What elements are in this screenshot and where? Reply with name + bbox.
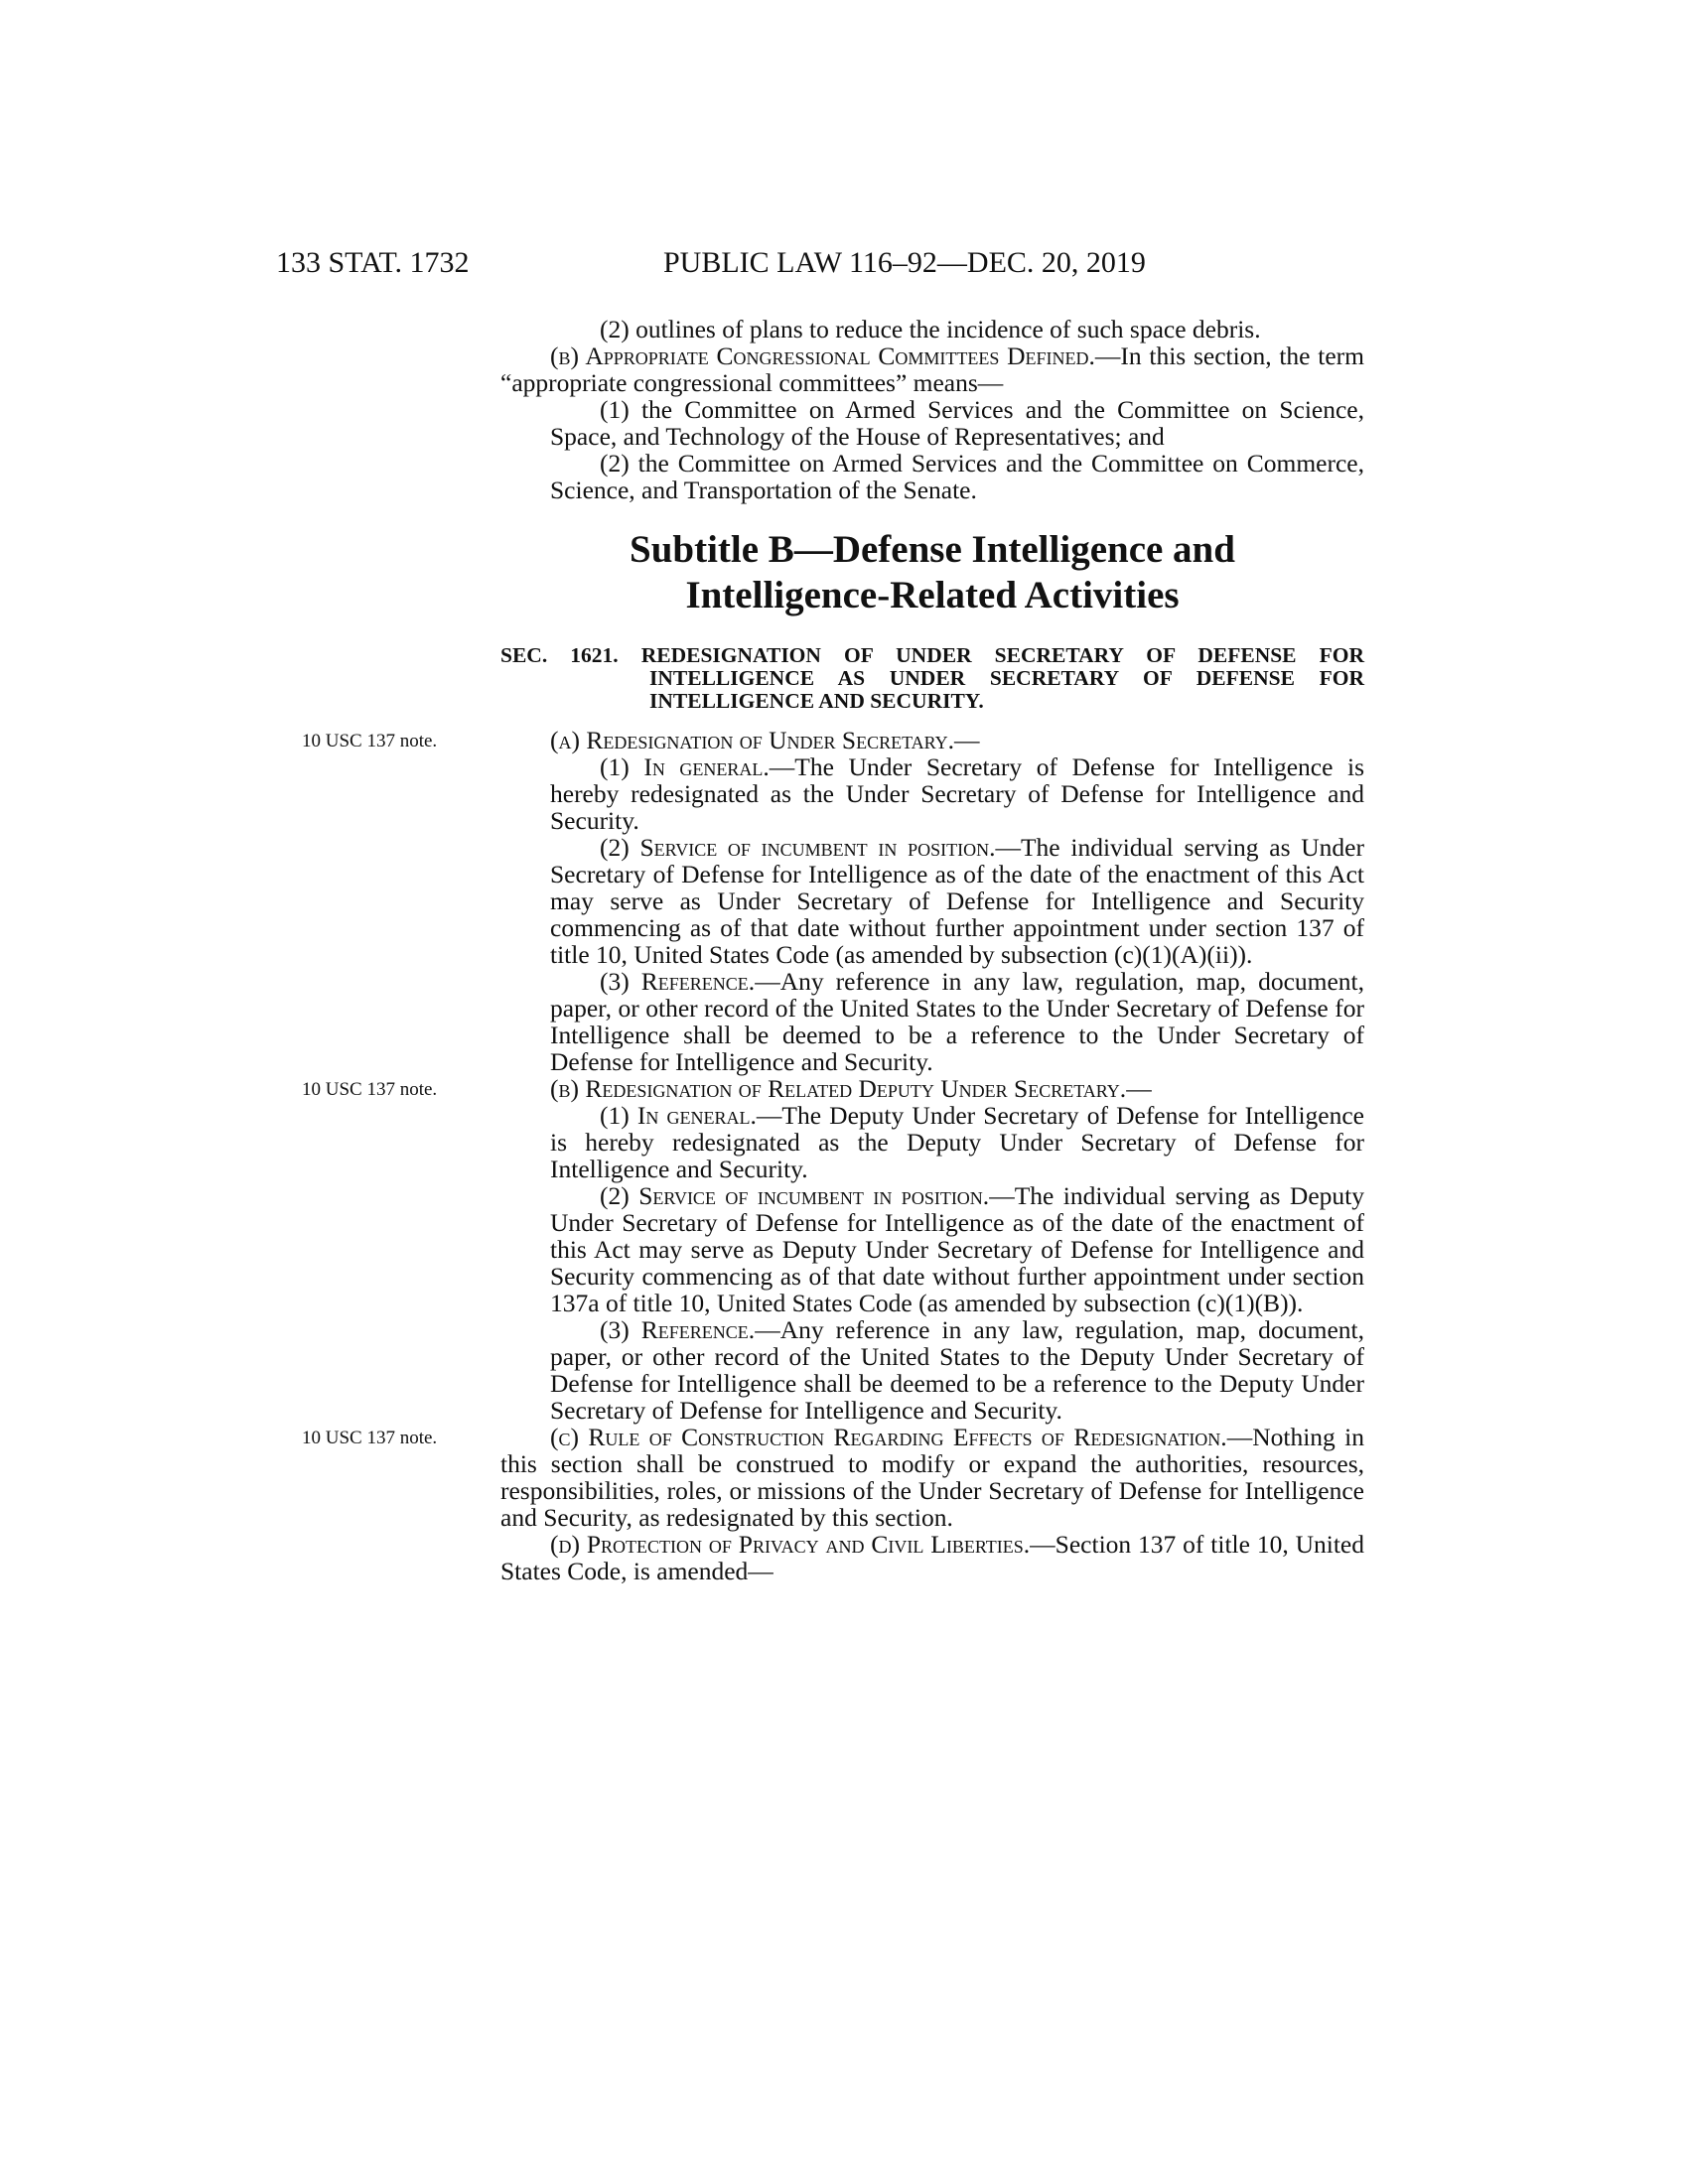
subsection-dash: — (1126, 1074, 1152, 1103)
subsection-heading: (a) Redesignation of Under Secretary. (550, 726, 955, 754)
paragraph-heading: (1) In general. (600, 752, 770, 781)
paragraph-b-definitions (500, 342, 1364, 396)
paragraph-b1 (500, 1102, 1364, 1182)
paragraph-text: —In this section, the term “appropriate congressional committees” means— (500, 341, 1364, 397)
subsection-b (302, 1074, 1364, 1103)
paragraph-text: —Any reference in any law, regulation, map, document, paper, or other record of the United States to the Under Secretary of Defense for Intelligence shall be deemed to be a reference to the Under Secretary of Defense for Intelligence and Security. (550, 967, 1364, 1076)
page-header (0, 246, 1688, 286)
paragraph-b2-senate-committees: (2) the Committee on Armed Services and the Committee on Commerce, Science, and Transportation of the Senate. (550, 449, 1364, 504)
margin-note: 10 USC 137 note. (302, 1428, 438, 1448)
stat-page-number: 133 STAT. 1732 (276, 246, 470, 279)
paragraph-heading: (3) Reference. (600, 967, 756, 996)
paragraph-heading: (2) Service of incumbent in position. (600, 833, 996, 862)
subsection-heading: (c) Rule of Construction Regarding Effects of Redesignation. (550, 1423, 1227, 1451)
section-1621-heading: SEC. 1621. REDESIGNATION OF UNDER SECRETARY OF DEFENSE FOR INTELLIGENCE AS UNDER SECRETARY OF DEFENSE FOR INTELLIGENCE AND SECURITY. (500, 643, 1364, 713)
subtitle-heading (500, 527, 1364, 618)
paragraph-text: —The individual serving as Under Secretary of Defense for Intelligence as of the date of the enactment of this Act may serve as Under Secretary of Defense for Intelligence and Security commencing as of that date without further appointment under section 137 of title 10, United States Code (as amended by subsection (c)(1)(A)(ii)). (550, 833, 1364, 969)
paragraph-b3 (500, 1316, 1364, 1424)
paragraph-heading: (3) Reference. (600, 1315, 756, 1344)
paragraph-b2 (500, 1182, 1364, 1316)
subsection-heading: (d) Protection of Privacy and Civil Liberties. (550, 1530, 1031, 1559)
paragraph-text: —Any reference in any law, regulation, map, document, paper, or other record of the United States to the Deputy Under Secretary of Defense for Intelligence shall be deemed to be a reference to the Deputy Under Secretary of Defense for Intelligence and Security. (550, 1315, 1364, 1425)
margin-note: 10 USC 137 note. (302, 731, 438, 751)
document-body (302, 315, 1365, 1585)
paragraph-text: —The Under Secretary of Defense for Intelligence is hereby redesignated as the Under Secretary of Defense for Intelligence and Security. (550, 752, 1365, 835)
paragraph-b1-house-committees: (1) the Committee on Armed Services and the Committee on Science, Space, and Technology of the House of Representatives; and (550, 395, 1364, 451)
subsection-c (302, 1423, 1364, 1532)
paragraph-text: —The Deputy Under Secretary of Defense for Intelligence is hereby redesignated as the Deputy Under Secretary of Defense for Intelligence and Security. (550, 1101, 1364, 1183)
paragraph-a3 (500, 968, 1364, 1075)
margin-note: 10 USC 137 note. (302, 1079, 438, 1100)
subsection-heading: (b) Redesignation of Related Deputy Under Secretary. (550, 1074, 1127, 1103)
paragraph-heading: (2) Service of incumbent in position. (600, 1181, 990, 1210)
subtitle-line-1: Subtitle B—Defense Intelligence and (630, 528, 1235, 571)
paragraph-a2-outlines: (2) outlines of plans to reduce the incidence of such space debris. (600, 315, 1261, 343)
paragraph-heading: (1) In general. (600, 1101, 757, 1130)
paragraph-a1 (500, 753, 1364, 834)
public-law-title: PUBLIC LAW 116–92—DEC. 20, 2019 (663, 246, 1146, 279)
subsection-a (302, 726, 1364, 754)
paragraph-a2 (500, 834, 1364, 968)
subsection-d (500, 1531, 1364, 1584)
paragraph-text: —Section 137 of title 10, United States Code, is amended— (500, 1530, 1364, 1585)
paragraph-heading: (b) Appropriate Congressional Committees Defined. (550, 341, 1095, 370)
paragraph-text: —The individual serving as Deputy Under Secretary of Defense for Intelligence as of the date of the enactment of this Act may serve as Deputy Under Secretary of Defense for Intelligence and Security commencing as of that date without further appointment under section 137a of title 10, United States Code (as amended by subsection (c)(1)(B)). (550, 1181, 1364, 1317)
subtitle-line-2: Intelligence-Related Activities (685, 574, 1180, 616)
subsection-dash: — (954, 726, 980, 754)
paragraph-text: —Nothing in this section shall be construed to modify or expand the authorities, resources, responsibilities, roles, or missions of the Under Secretary of Defense for Intelligence and Security, as redesignated by this section. (500, 1423, 1364, 1532)
